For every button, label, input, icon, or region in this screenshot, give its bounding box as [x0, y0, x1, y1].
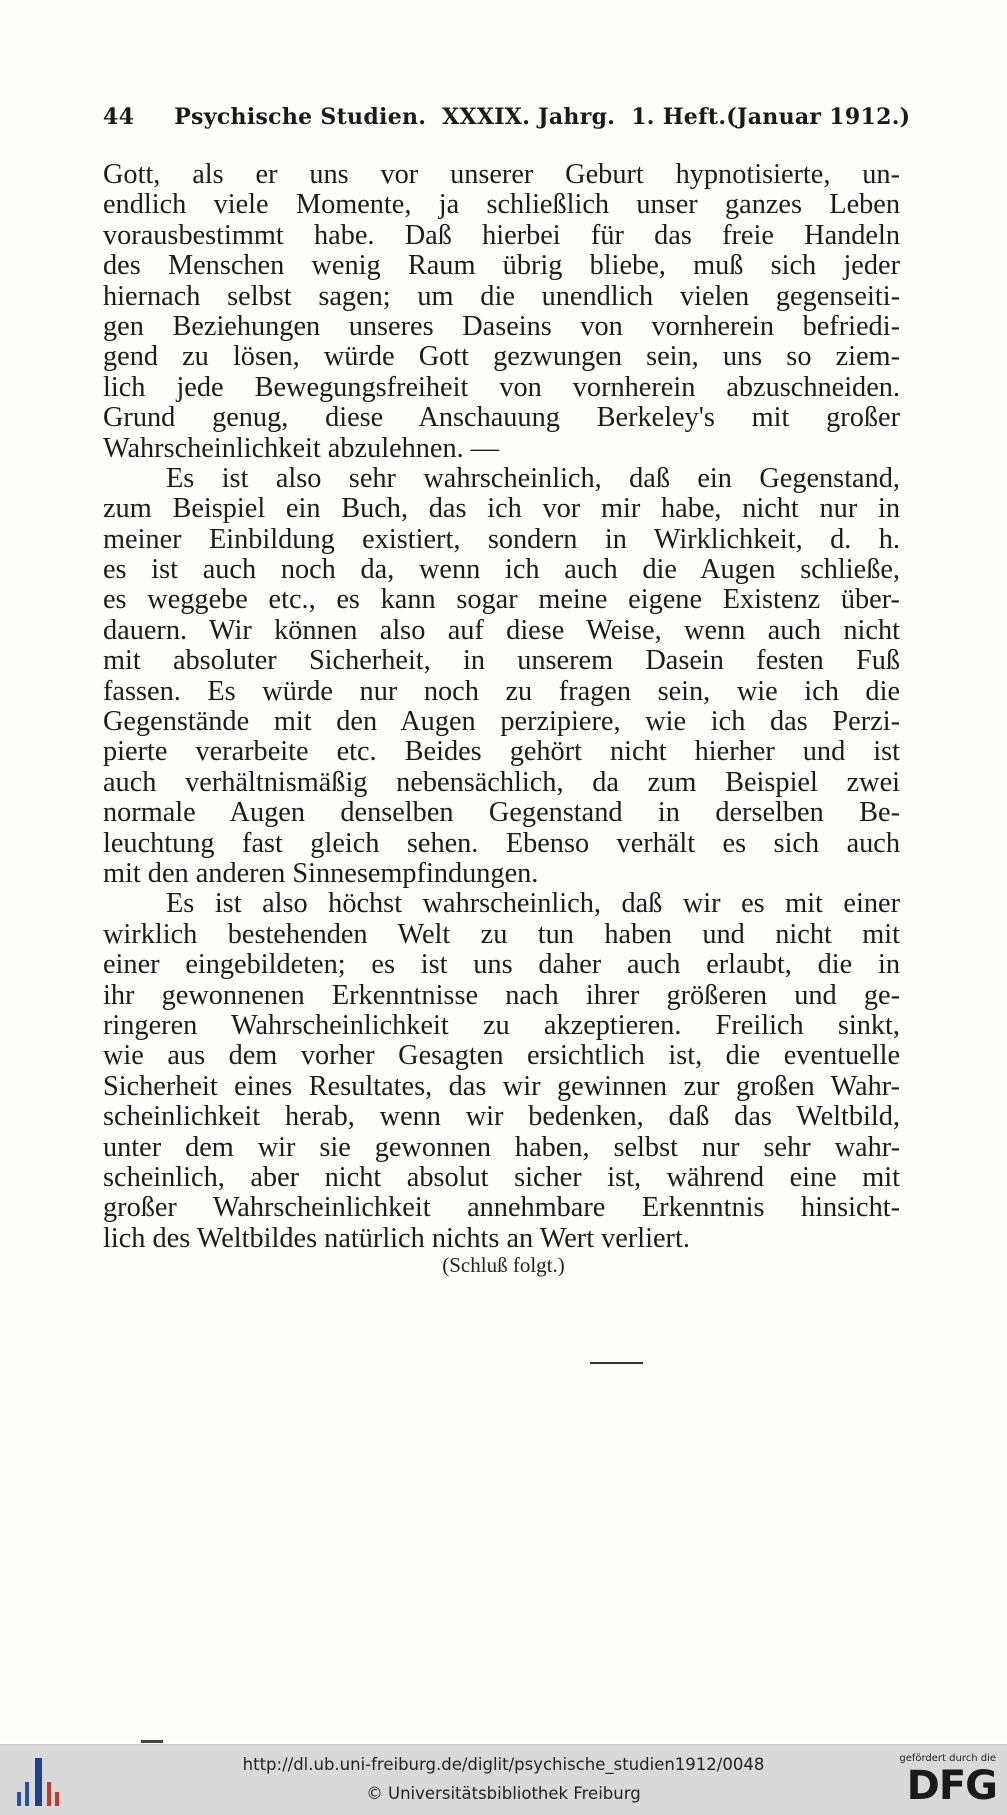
text-line: Es ist also sehr wahrscheinlich, daß ein Gegenstand,	[166, 463, 900, 494]
section-rule	[590, 1362, 643, 1364]
text-line: hiernach selbst sagen; um die unendlich vielen gegenseiti-	[103, 281, 900, 312]
text-line: des Menschen wenig Raum übrig bliebe, muß sich jeder	[103, 251, 900, 282]
text-line: fassen. Es würde nur noch zu fragen sein, wie ich die	[103, 676, 900, 707]
text-line: Sicherheit eines Resultates, das wir gewinnen zur großen Wahr-	[103, 1071, 900, 1102]
text-line: gend zu lösen, würde Gott gezwungen sein, uns so ziem-	[103, 342, 900, 373]
text-line: scheinlichkeit herab, wenn wir bedenken, daß das Weltbild,	[103, 1102, 900, 1133]
journal-issue: 1. Heft.	[631, 104, 727, 130]
text-line: Wahrscheinlichkeit abzulehnen. —	[103, 433, 500, 464]
body-text	[103, 160, 900, 1254]
text-line: es ist auch noch da, wenn ich auch die Augen schließe,	[103, 555, 900, 586]
text-line: einer eingebildeten; es ist uns daher auch erlaubt, die in	[103, 950, 900, 981]
text-line: dauern. Wir können also auf diese Weise, wenn auch nicht	[103, 615, 900, 646]
text-line: auch verhältnismäßig nebensächlich, da zum Beispiel zwei	[103, 767, 900, 798]
running-head	[103, 104, 911, 140]
text-line: Gott, als er uns vor unserer Geburt hypnotisierte, un-	[103, 160, 900, 190]
journal-info	[134, 104, 726, 130]
document-url[interactable]: http://dl.ub.uni-freiburg.de/diglit/psychische_studien1912/0048	[242, 1755, 765, 1774]
continuation-note: (Schluß folgt.)	[442, 1253, 565, 1277]
text-line: großer Wahrscheinlichkeit annehmbare Erkenntnis hinsicht-	[103, 1193, 900, 1224]
text-line: vorausbestimmt habe. Daß hierbei für das freie Handeln	[103, 220, 900, 251]
text-line: wirklich bestehenden Welt zu tun haben und nicht mit	[103, 919, 900, 950]
text-line: ringeren Wahrscheinlichkeit zu akzeptieren. Freilich sinkt,	[103, 1010, 900, 1041]
text-line: zum Beispiel ein Buch, das ich vor mir habe, nicht nur in	[103, 494, 900, 525]
text-line: mit absoluter Sicherheit, in unserem Dasein festen Fuß	[103, 646, 900, 677]
page-number: 44	[103, 104, 135, 130]
viewer-footer	[0, 1744, 1007, 1815]
text-line: scheinlich, aber nicht absolut sicher ist, während eine mit	[103, 1162, 900, 1193]
text-line: ihr gewonnenen Erkenntnisse nach ihrer größeren und ge-	[103, 980, 900, 1011]
text-line: Es ist also höchst wahrscheinlich, daß wir es mit einer	[166, 889, 900, 920]
text-line: es weggebe etc., es kann sogar meine eigene Existenz über-	[103, 585, 900, 616]
text-line: leuchtung fast gleich sehen. Ebenso verhält es sich auch	[103, 828, 900, 859]
text-line: unter dem wir sie gewonnen haben, selbst nur sehr wahr-	[103, 1132, 900, 1163]
text-line: mit den anderen Sinnesempfindungen.	[103, 858, 539, 889]
scan-mark	[141, 1740, 163, 1743]
dfg-logo: DFG	[906, 1763, 997, 1809]
text-line: lich des Weltbildes natürlich nichts an Wert verliert.	[103, 1223, 690, 1254]
journal-date: (Januar 1912.)	[726, 104, 911, 130]
text-line: pierte verarbeite etc. Beides gehört nicht hierher und ist	[103, 737, 900, 768]
text-line: Grund genug, diese Anschauung Berkeley's mit großer	[103, 403, 900, 434]
text-line: lich jede Bewegungsfreiheit von vornherein abzuschneiden.	[103, 372, 900, 403]
text-line: wie aus dem vorher Gesagten ersichtlich ist, die eventuelle	[103, 1041, 900, 1072]
journal-title: Psychische Studien.	[174, 104, 427, 130]
text-line: gen Beziehungen unseres Daseins von vornherein befriedi-	[103, 311, 900, 342]
text-line: meiner Einbildung existiert, sondern in Wirklichkeit, d. h.	[103, 524, 900, 555]
journal-volume: XXXIX. Jahrg.	[442, 104, 616, 130]
copyright-notice: © Universitätsbibliothek Freiburg	[366, 1784, 641, 1803]
text-line: endlich viele Momente, ja schließlich unser ganzes Leben	[103, 190, 900, 221]
text-line: Gegenstände mit den Augen perzipiere, wie ich das Perzi-	[103, 707, 900, 738]
dfg-caption: gefördert durch die	[899, 1753, 996, 1764]
text-line: normale Augen denselben Gegenstand in derselben Be-	[103, 798, 900, 829]
